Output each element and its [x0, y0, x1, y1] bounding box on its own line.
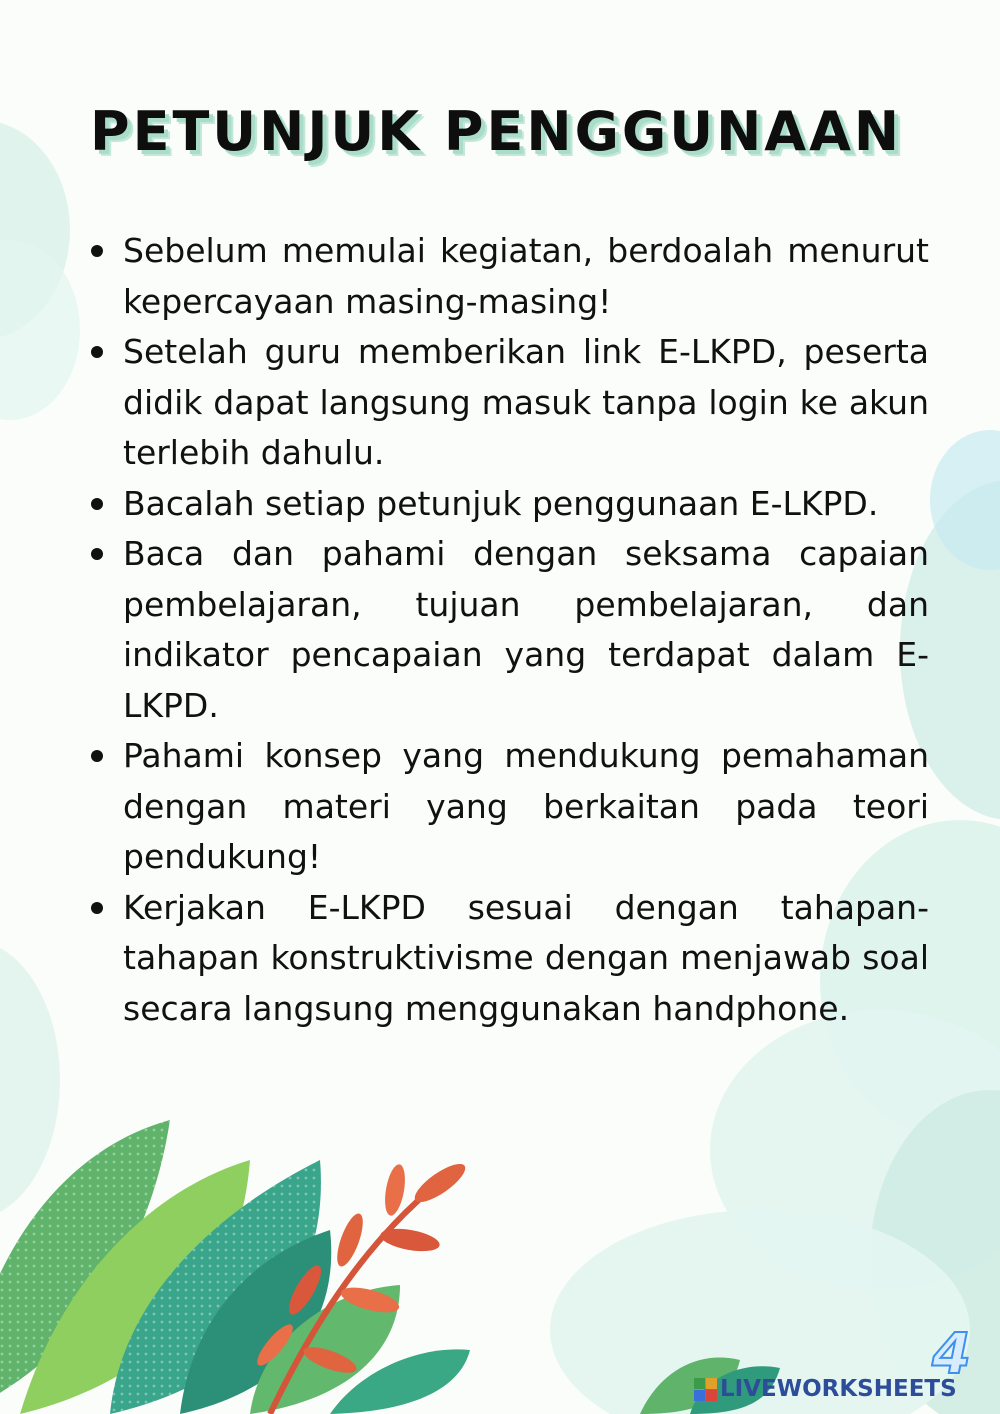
bullet-icon	[91, 902, 103, 914]
liveworksheets-logo-icon	[694, 1378, 717, 1401]
list-item	[123, 479, 929, 530]
page-title: PETUNJUK PENGGUNAAN	[90, 100, 903, 163]
liveworksheets-logo-digit: 4	[932, 1322, 971, 1387]
list-item-text: Setelah guru memberikan link E-LKPD, peserta didik dapat langsung masuk tanpa login ke akun terlebih dahulu.	[123, 332, 929, 472]
bullet-icon	[91, 346, 103, 358]
list-item-text: Baca dan pahami dengan seksama capaian pembelajaran, tujuan pembelajaran, dan indikator pencapaian yang terdapat dalam E-LKPD.	[123, 534, 929, 725]
watermark-text: LIVEWORKSHEETS	[720, 1376, 957, 1402]
list-item	[123, 731, 929, 883]
bullet-icon	[91, 245, 103, 257]
list-item-text: Bacalah setiap petunjuk penggunaan E-LKPD.	[123, 483, 879, 523]
list-item-text: Kerjakan E-LKPD sesuai dengan tahapan-tahapan konstruktivisme dengan menjawab soal secara langsung menggunakan handphone.	[123, 887, 929, 1028]
bullet-icon	[91, 750, 103, 762]
list-item	[123, 226, 929, 327]
list-item-text: Pahami konsep yang mendukung pemahaman dengan materi yang berkaitan pada teori pendukung!	[123, 736, 929, 876]
list-item	[123, 883, 929, 1035]
list-item	[123, 327, 929, 479]
list-item-text: Sebelum memulai kegiatan, berdoalah menurut kepercayaan masing-masing!	[123, 231, 929, 321]
list-item	[123, 529, 929, 731]
liveworksheets-watermark	[694, 1372, 957, 1406]
bullet-icon	[91, 548, 103, 560]
instruction-list	[123, 226, 929, 1034]
left-cloud-decoration	[0, 120, 80, 1220]
bullet-icon	[91, 498, 103, 510]
